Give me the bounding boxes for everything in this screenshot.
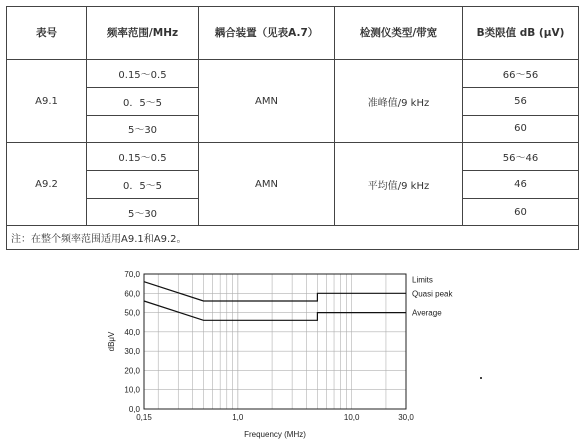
frequency-cell: 0．5～5 [87,171,199,199]
header-coupling-device: 耦合装置（见表A.7） [199,7,335,60]
limit-cell: 56 [463,87,579,115]
limit-cell: 60 [463,198,579,226]
limits-chart [100,268,500,443]
y-tick-label: 40,0 [124,327,140,337]
frequency-cell: 0．5～5 [87,87,199,115]
legend-header: Limits [412,275,433,285]
header-frequency-range: 频率范围/MHz [87,7,199,60]
x-axis-label: Frequency (MHz) [244,430,306,439]
table-row [7,143,579,171]
y-tick-label: 60,0 [124,289,140,299]
table-header-row [7,7,579,60]
frequency-cell: 0.15～0.5 [87,143,199,171]
table-id-cell: A9.1 [7,60,87,143]
frequency-cell: 5～30 [87,198,199,226]
y-tick-label: 70,0 [124,270,140,279]
legend-label: Average [412,308,442,318]
series-line-average [144,301,406,320]
limit-cell: 66～56 [463,60,579,88]
x-tick-label: 1,0 [232,413,244,422]
x-tick-label: 10,0 [343,413,360,422]
detector-cell: 平均值/9 kHz [335,143,463,226]
table-row [7,60,579,88]
limit-cell: 46 [463,171,579,199]
y-axis-label: dBμV [107,331,116,352]
y-tick-label: 30,0 [124,347,140,357]
table-id-cell: A9.2 [7,143,87,226]
limits-table [6,6,579,250]
y-tick-label: 10,0 [124,385,140,395]
coupling-cell: AMN [199,143,335,226]
y-tick-label: 0,0 [128,405,140,414]
table-note: 注：在整个频率范围适用A9.1和A9.2。 [7,226,579,250]
frequency-cell: 5～30 [87,115,199,143]
header-class-b-limit: B类限值 dB (μV) [463,7,579,60]
y-tick-label: 20,0 [124,366,140,376]
y-tick-label: 50,0 [124,308,140,318]
x-tick-label: 30,0 [398,413,414,422]
table-note-row [7,226,579,250]
frequency-cell: 0.15～0.5 [87,60,199,88]
limit-cell: 60 [463,115,579,143]
legend-label: Quasi peak [412,289,453,299]
stray-dot [480,377,482,379]
header-detector-type: 检测仪类型/带宽 [335,7,463,60]
coupling-cell: AMN [199,60,335,143]
x-tick-label: 0,15 [136,413,152,422]
limits-chart-svg [100,268,500,443]
detector-cell: 准峰值/9 kHz [335,60,463,143]
limit-cell: 56～46 [463,143,579,171]
header-table-no: 表号 [7,7,87,60]
series-line-quasi-peak [144,282,406,301]
